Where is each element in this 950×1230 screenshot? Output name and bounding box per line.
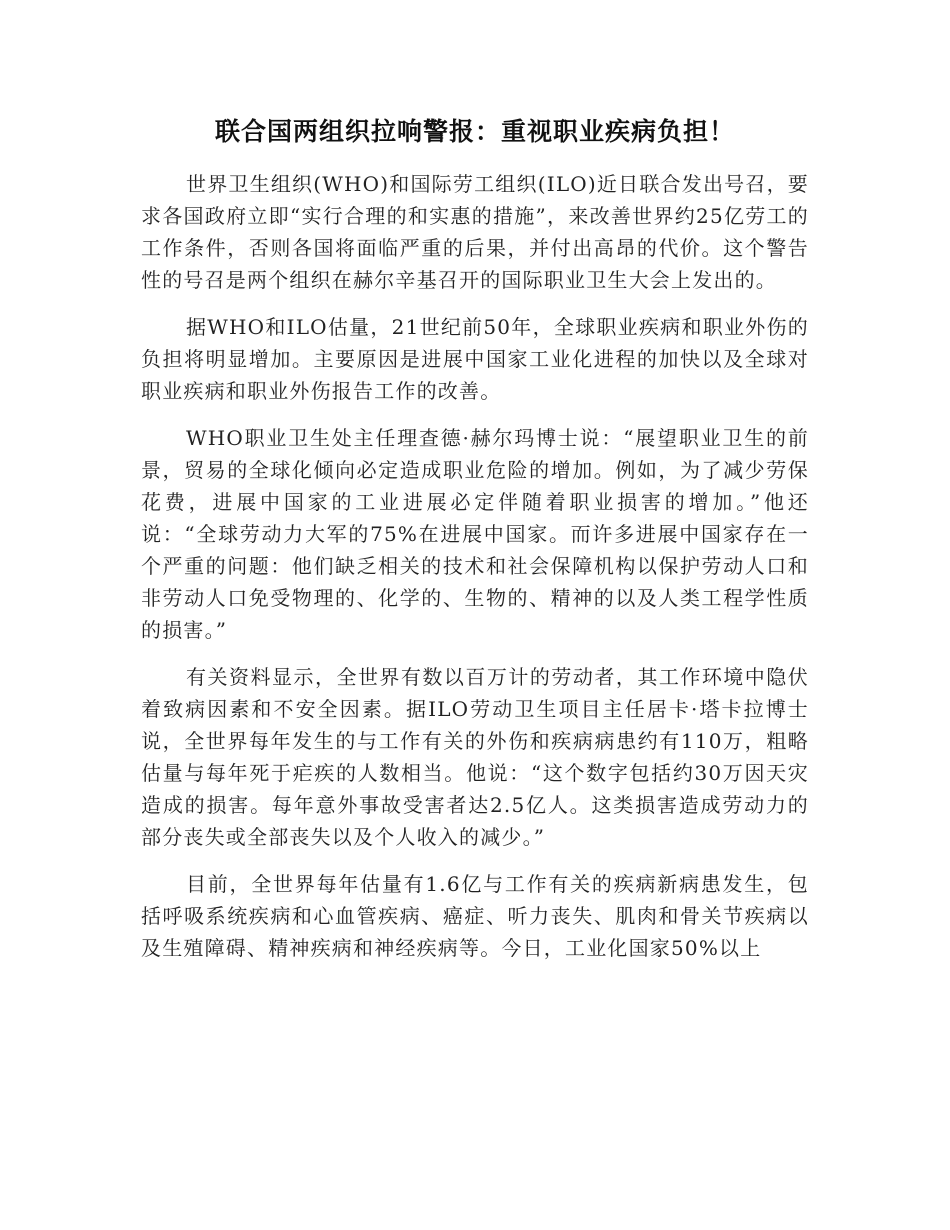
paragraph-4: 有关资料显示，全世界有数以百万计的劳动者，其工作环境中隐伏着致病因素和不安全因素。据ILO劳动卫生项目主任居卡·塔卡拉博士说，全世界每年发生的与工作有关的外伤和疾病病患约有110万，粗略估量与每年死于疟疾的人数相当。他说：“这个数字包括约30万因天灾造成的损害。每年意外事故受害者达2.5亿人。这类损害造成劳动力的部分丧失或全部丧失以及个人收入的减少。” xyxy=(141,665,809,849)
document-body xyxy=(141,168,809,979)
paragraph-3: WHO职业卫生处主任理查德·赫尔玛博士说：“展望职业卫生的前景，贸易的全球化倾向必定造成职业危险的增加。例如，为了减少劳保花费，进展中国家的工业进展必定伴随着职业损害的增加。”他还说：“全球劳动力大军的75%在进展中国家。而许多进展中国家存在一个严重的问题：他们缺乏相关的技术和社会保障机构以保护劳动人口和非劳动人口免受物理的、化学的、生物的、精神的以及人类工程学性质的损害。” xyxy=(141,426,809,642)
paragraph-5: 目前，全世界每年估量有1.6亿与工作有关的疾病新病患发生，包括呼吸系统疾病和心血管疾病、癌症、听力丧失、肌肉和骨关节疾病以及生殖障碍、精神疾病和神经疾病等。今日，工业化国家50%以上 xyxy=(141,872,809,960)
document-title: 联合国两组织拉响警报：重视职业疾病负担！ xyxy=(214,117,735,146)
paragraph-2: 据WHO和ILO估量，21世纪前50年，全球职业疾病和职业外伤的负担将明显增加。主要原因是进展中国家工业化进程的加快以及全球对职业疾病和职业外伤报告工作的改善。 xyxy=(141,315,809,403)
paragraph-1: 世界卫生组织(WHO)和国际劳工组织(ILO)近日联合发出号召，要求各国政府立即“实行合理的和实惠的措施”，来改善世界约25亿劳工的工作条件，否则各国将面临严重的后果，并付出高昂的代价。这个警告性的号召是两个组织在赫尔辛基召开的国际职业卫生大会上发出的。 xyxy=(141,172,809,292)
